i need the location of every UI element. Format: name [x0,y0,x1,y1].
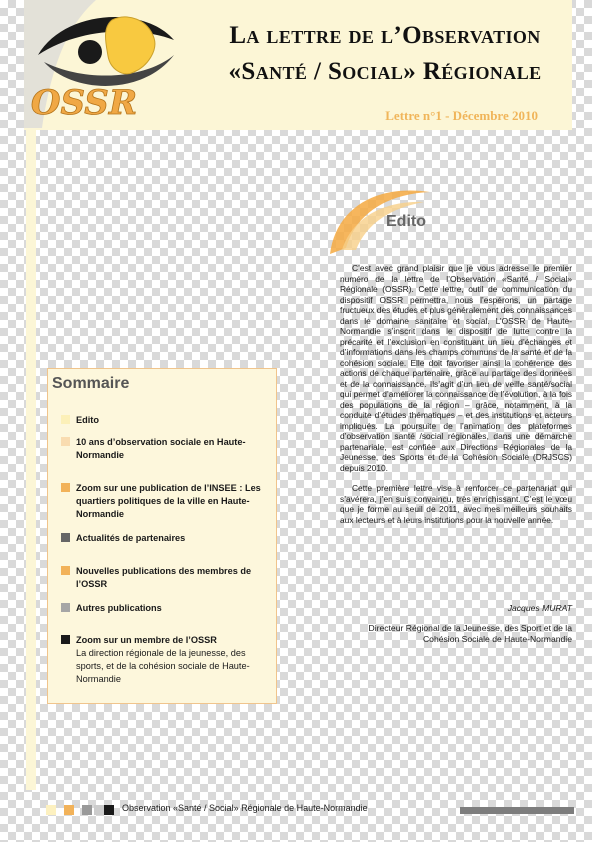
signature-block [340,603,572,645]
sommaire-item-edito[interactable] [61,414,271,427]
newsletter-title [200,18,570,90]
footer-square [46,805,56,815]
sommaire-heading: Sommaire [52,375,130,392]
svg-text:OSSR: OSSR [30,83,138,123]
ossr-logo [24,0,184,128]
left-decorative-band [26,130,36,790]
item-label: Nouvelles publications des membres de l’OSSR [76,566,252,589]
edito-heading: Edito [386,213,426,230]
sommaire-item-nouvelles-publications[interactable] [61,565,271,591]
sommaire-item-insee[interactable] [61,482,271,521]
bullet-square [61,483,70,492]
footer-bar [460,807,574,814]
item-label: Zoom sur un membre de l’OSSR [76,635,217,645]
issue-number: Lettre n°1 - Décembre 2010 [385,108,538,123]
bullet-square [61,415,70,424]
item-label: Edito [76,415,99,425]
item-label: Zoom sur une publication de l’INSEE : Les quartiers politiques de la ville en Haute-Normandie [76,483,261,519]
title-line-1: La lettre de l’Observation [229,22,541,49]
footer-square [104,805,114,815]
sommaire-item-10-ans[interactable] [61,436,271,462]
item-label: Actualités de partenaires [76,533,186,543]
item-description: La direction régionale de la jeunesse, des sports, et de la cohésion sociale de Haute-Normandie [76,648,250,684]
sommaire-item-zoom-membre[interactable] [61,634,271,686]
sommaire-box [47,368,277,704]
title-line-2: «Santé / Social» Régionale [228,58,542,85]
sommaire-item-actualites[interactable] [61,532,271,545]
bullet-square [61,437,70,446]
footer-square [94,805,104,815]
signature-name: Jacques MURAT [507,603,572,613]
edito-paragraph: C’est avec grand plaisir que je vous adresse le premier numéro de la lettre de l’Observation «Santé / Social» Régionale (OSSR). Cette lettre, outil de communication du dispositif OSSR permettra, nous l’espérons, un partage fructueux des études et plus généralement des connaissances dans le domaine sanitaire et social. L’OSSR de Haute-Normandie s’inscrit dans le dispositif de lutte contre la précarité et l’exclusion en constituant un lieu d’échanges et d’informations dans les champs communs de la santé et de la cohésion sociale. Elle doit favoriser ainsi la cohérence des actions de chaque partenaire, grâce au partage des données et de la connaissance. Ils’agit d’un lieu de veille santé/social qui permet d’améliorer la connaissance de l’évolution, à la fois des populations de la région – grâce, notamment, à la conduite d’études thématiques – et des institutions et acteurs impliqués. La poursuite de l’animation des plateformes d’observation santé /social régionales, dans une démarche partenariale, est confiée aux Directions Régionales de la Jeunesse, des Sports et de la Cohésion Sociale (DRJSCS) depuis 2010. [340,263,572,473]
footer-square [82,805,92,815]
item-label: Autres publications [76,603,162,613]
edito-text [340,263,572,535]
signature-role: Directeur Régional de la Jeunesse, des Sport et de la Cohésion Sociale de Haute-Normandie [368,623,572,644]
footer-label: Observation «Santé / Social» Régionale de Haute-Normandie [122,803,368,813]
bullet-square [61,603,70,612]
header-banner [24,0,572,130]
footer-square [64,805,74,815]
bullet-square [61,566,70,575]
sommaire-item-autres-publications[interactable] [61,602,271,615]
edito-paragraph: Cette première lettre vise à renforcer ce partenariat qui s’avérera, j’en suis convaincu, très enrichissant. C’est le vœu que je forme au seuil de 2011, avec mes meilleurs souhaits aux lecteurs et à leurs institutions pour la nouvelle année. [340,483,572,525]
item-label: 10 ans d’observation sociale en Haute-Normandie [76,437,246,460]
bullet-square [61,635,70,644]
bullet-square [61,533,70,542]
